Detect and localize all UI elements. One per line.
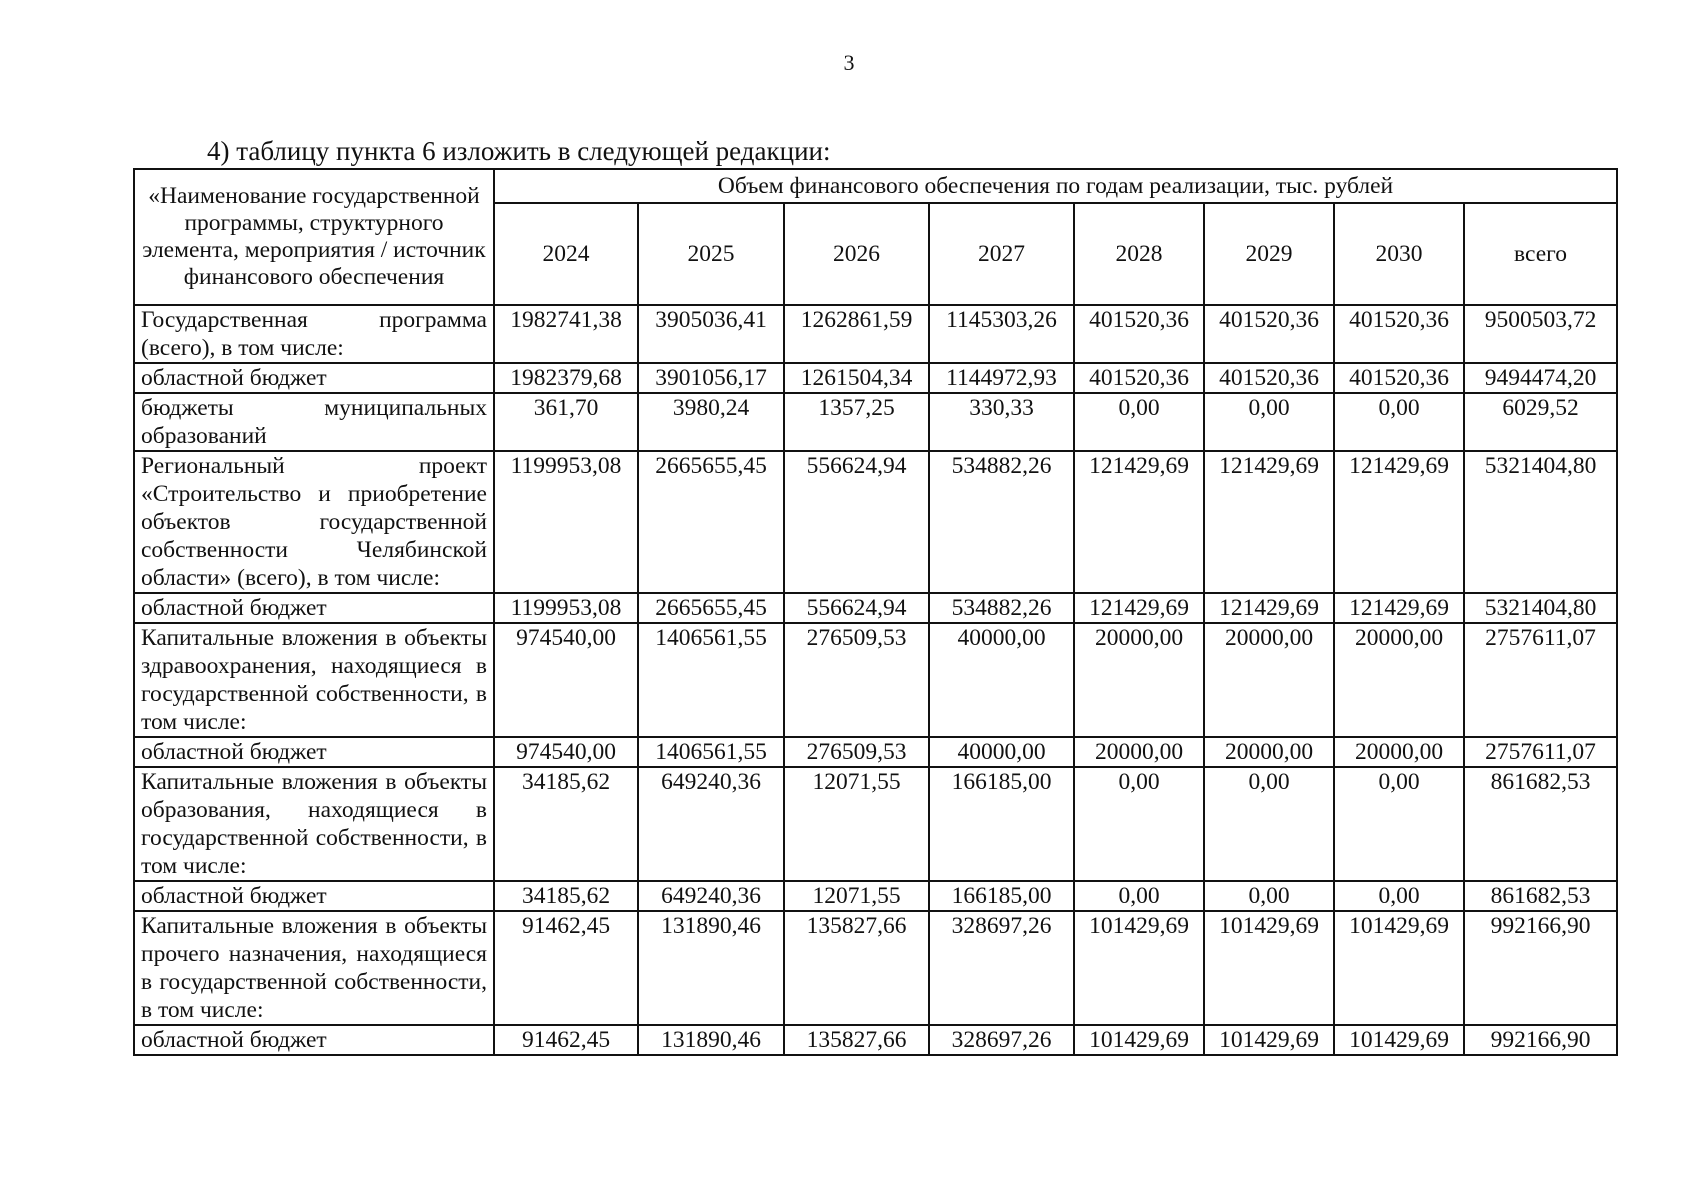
- value-cell: 1261504,34: [784, 363, 929, 393]
- value-cell: 20000,00: [1334, 623, 1464, 737]
- value-cell: 3905036,41: [638, 305, 784, 363]
- row-label: областной бюджет: [134, 1025, 494, 1055]
- row-label: областной бюджет: [134, 363, 494, 393]
- row-label: Региональный проект «Строительство и приобретение объектов государственной собственности Челябинской области» (всего), в том числе:: [134, 451, 494, 593]
- value-cell: 0,00: [1204, 393, 1334, 451]
- value-cell: 0,00: [1334, 881, 1464, 911]
- table-row: [134, 593, 1617, 623]
- value-cell: 2757611,07: [1464, 623, 1617, 737]
- value-cell: 556624,94: [784, 593, 929, 623]
- row-label: областной бюджет: [134, 737, 494, 767]
- value-cell: 131890,46: [638, 1025, 784, 1055]
- value-cell: 12071,55: [784, 767, 929, 881]
- value-cell: 3980,24: [638, 393, 784, 451]
- value-cell: 121429,69: [1334, 593, 1464, 623]
- value-cell: 121429,69: [1204, 593, 1334, 623]
- value-cell: 328697,26: [929, 911, 1074, 1025]
- row-label: Государственная программа (всего), в том числе:: [134, 305, 494, 363]
- intro-text: 4) таблицу пункта 6 изложить в следующей редакции:: [207, 136, 831, 166]
- value-cell: 2757611,07: [1464, 737, 1617, 767]
- value-cell: 20000,00: [1074, 737, 1204, 767]
- value-cell: 330,33: [929, 393, 1074, 451]
- value-cell: 1357,25: [784, 393, 929, 451]
- year-column-header: 2029: [1204, 203, 1334, 305]
- value-cell: 556624,94: [784, 451, 929, 593]
- value-cell: 5321404,80: [1464, 451, 1617, 593]
- row-label: Капитальные вложения в объекты прочего назначения, находящиеся в государственной собственности, в том числе:: [134, 911, 494, 1025]
- value-cell: 0,00: [1204, 881, 1334, 911]
- value-cell: 101429,69: [1334, 911, 1464, 1025]
- value-cell: 34185,62: [494, 881, 638, 911]
- row-label: Капитальные вложения в объекты образования, находящиеся в государственной собственности, в том числе:: [134, 767, 494, 881]
- value-cell: 401520,36: [1334, 363, 1464, 393]
- table-row: [134, 363, 1617, 393]
- table-row: [134, 881, 1617, 911]
- value-cell: 6029,52: [1464, 393, 1617, 451]
- value-cell: 861682,53: [1464, 767, 1617, 881]
- year-column-header: 2027: [929, 203, 1074, 305]
- value-cell: 649240,36: [638, 767, 784, 881]
- value-cell: 40000,00: [929, 737, 1074, 767]
- value-cell: 861682,53: [1464, 881, 1617, 911]
- table-header: [134, 169, 1617, 305]
- value-cell: 166185,00: [929, 881, 1074, 911]
- value-cell: 401520,36: [1204, 305, 1334, 363]
- value-cell: 974540,00: [494, 737, 638, 767]
- value-cell: 992166,90: [1464, 911, 1617, 1025]
- value-cell: 135827,66: [784, 911, 929, 1025]
- value-cell: 0,00: [1334, 393, 1464, 451]
- year-column-header: всего: [1464, 203, 1617, 305]
- value-cell: 1982741,38: [494, 305, 638, 363]
- value-cell: 361,70: [494, 393, 638, 451]
- year-column-header: 2024: [494, 203, 638, 305]
- value-cell: 1262861,59: [784, 305, 929, 363]
- value-cell: 135827,66: [784, 1025, 929, 1055]
- value-cell: 12071,55: [784, 881, 929, 911]
- row-label: областной бюджет: [134, 881, 494, 911]
- value-cell: 1982379,68: [494, 363, 638, 393]
- value-cell: 0,00: [1334, 767, 1464, 881]
- value-cell: 121429,69: [1334, 451, 1464, 593]
- financing-group-header: Объем финансового обеспечения по годам реализации, тыс. рублей: [494, 169, 1617, 203]
- value-cell: 9494474,20: [1464, 363, 1617, 393]
- value-cell: 401520,36: [1074, 363, 1204, 393]
- financing-table: [133, 168, 1618, 1056]
- value-cell: 974540,00: [494, 623, 638, 737]
- table-row: [134, 911, 1617, 1025]
- value-cell: 0,00: [1204, 767, 1334, 881]
- value-cell: 1406561,55: [638, 737, 784, 767]
- value-cell: 1144972,93: [929, 363, 1074, 393]
- year-column-header: 2025: [638, 203, 784, 305]
- year-column-header: 2028: [1074, 203, 1204, 305]
- table-row: [134, 305, 1617, 363]
- value-cell: 101429,69: [1204, 911, 1334, 1025]
- value-cell: 534882,26: [929, 593, 1074, 623]
- name-column-header: «Наименование государственной программы, структурного элемента, мероприятия / источник финансового обеспечения: [134, 169, 494, 305]
- value-cell: 166185,00: [929, 767, 1074, 881]
- value-cell: 534882,26: [929, 451, 1074, 593]
- row-label: областной бюджет: [134, 593, 494, 623]
- row-label: бюджеты муниципальных образований: [134, 393, 494, 451]
- table-row: [134, 393, 1617, 451]
- value-cell: 1199953,08: [494, 593, 638, 623]
- value-cell: 121429,69: [1074, 593, 1204, 623]
- value-cell: 1406561,55: [638, 623, 784, 737]
- value-cell: 5321404,80: [1464, 593, 1617, 623]
- value-cell: 2665655,45: [638, 593, 784, 623]
- value-cell: 101429,69: [1074, 1025, 1204, 1055]
- value-cell: 992166,90: [1464, 1025, 1617, 1055]
- value-cell: 34185,62: [494, 767, 638, 881]
- row-label: Капитальные вложения в объекты здравоохранения, находящиеся в государственной собственности, в том числе:: [134, 623, 494, 737]
- value-cell: 401520,36: [1334, 305, 1464, 363]
- value-cell: 328697,26: [929, 1025, 1074, 1055]
- value-cell: 276509,53: [784, 623, 929, 737]
- value-cell: 649240,36: [638, 881, 784, 911]
- value-cell: 9500503,72: [1464, 305, 1617, 363]
- value-cell: 121429,69: [1074, 451, 1204, 593]
- value-cell: 101429,69: [1204, 1025, 1334, 1055]
- value-cell: 401520,36: [1074, 305, 1204, 363]
- value-cell: 401520,36: [1204, 363, 1334, 393]
- value-cell: 0,00: [1074, 881, 1204, 911]
- value-cell: 20000,00: [1074, 623, 1204, 737]
- value-cell: 0,00: [1074, 767, 1204, 881]
- value-cell: 101429,69: [1334, 1025, 1464, 1055]
- value-cell: 20000,00: [1334, 737, 1464, 767]
- value-cell: 3901056,17: [638, 363, 784, 393]
- value-cell: 91462,45: [494, 911, 638, 1025]
- value-cell: 91462,45: [494, 1025, 638, 1055]
- value-cell: 20000,00: [1204, 737, 1334, 767]
- value-cell: 20000,00: [1204, 623, 1334, 737]
- table-row: [134, 767, 1617, 881]
- table-row: [134, 737, 1617, 767]
- table-row: [134, 451, 1617, 593]
- value-cell: 121429,69: [1204, 451, 1334, 593]
- year-column-header: 2030: [1334, 203, 1464, 305]
- table-row: [134, 1025, 1617, 1055]
- value-cell: 101429,69: [1074, 911, 1204, 1025]
- value-cell: 40000,00: [929, 623, 1074, 737]
- value-cell: 2665655,45: [638, 451, 784, 593]
- value-cell: 0,00: [1074, 393, 1204, 451]
- value-cell: 1145303,26: [929, 305, 1074, 363]
- page-number: 3: [843, 50, 855, 75]
- table-row: [134, 623, 1617, 737]
- value-cell: 276509,53: [784, 737, 929, 767]
- value-cell: 131890,46: [638, 911, 784, 1025]
- table-body: [134, 305, 1617, 1055]
- year-column-header: 2026: [784, 203, 929, 305]
- value-cell: 1199953,08: [494, 451, 638, 593]
